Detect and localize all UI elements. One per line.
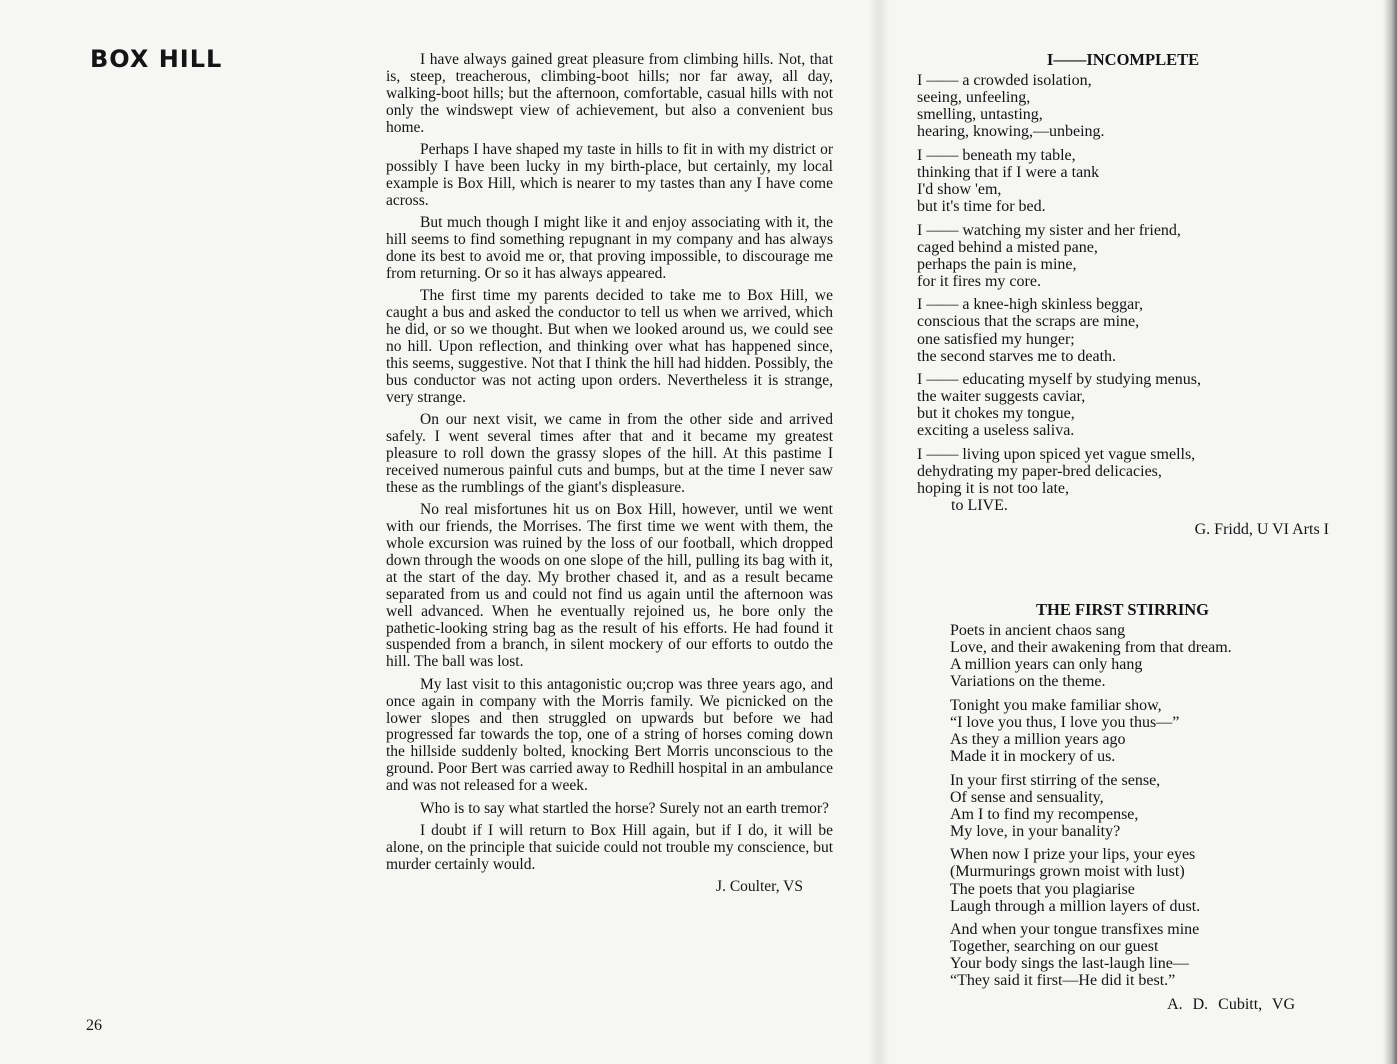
essay-paragraph: I have always gained great pleasure from climbing hills. Not, that is, steep, treacherous, climbing-boot hills; nor far away, all day, walking-boot hills; but the afternoon, comfortable, casual hills with not only the windswept view of achievement, but also a convenient bus home. [386,51,833,136]
poem-signature: G. Fridd, U VI Arts I [1194,520,1329,538]
poem-line: As they a million years ago [950,731,1126,749]
essay-paragraph: But much though I might like it and enjoy associating with it, the hill seems to find something repugnant in my company and has always done its best to avoid me or, that proving impossible, to discourage me from returning. Or so it has always appeared. [386,214,833,282]
poem-line: for it fires my core. [917,272,1041,290]
essay-paragraph: The first time my parents decided to take me to Box Hill, we caught a bus and asked the conductor to tell us when we arrived, which he did, or so we thought. But when we looked around us, we could see no hill. Upon reflection, and thinking over what has happened since, this seems, suggestive. Not that I think the hill had hidden. Possibly, the bus conductor was not acting upon orders. Nevertheless it is strange, very strange. [386,287,833,406]
poem-final-line: to LIVE. [951,497,1008,515]
poem-line: My love, in your banality? [950,822,1121,840]
poem-line: “I love you thus, I love you thus—” [950,713,1180,731]
essay-paragraph: No real misfortunes hit us on Box Hill, however, until we went with our friends, the Morrises. The first time we went with them, the whole excursion was ruined by the loss of our football, which dropped down through the woods on one slope of the hill, pulling its bag with it, at the start of the day. My brother chased it, and as a result became separated from us and could not find us again until the afternoon was well advanced. When he eventually rejoined us, he bore only the pathetic-looking string bag as the result of his efforts. He had found it suspended from a branch, in silent mockery of our efforts to outdo the hill. The ball was lost. [386,501,833,671]
poem-signature: A. D. Cubitt, VG [1167,995,1295,1013]
poem-line: hoping it is not too late, [917,480,1069,498]
poem-line: I'd show 'em, [917,181,1002,199]
poem-line: dehydrating my paper-bred delicacies, [917,463,1162,481]
poem-line: Laugh through a million layers of dust. [950,897,1201,915]
poem-line: I —— educating myself by studying menus, [917,371,1201,389]
poem-line: the waiter suggests caviar, [917,388,1086,406]
poem-line: And when your tongue transfixes mine [950,921,1200,939]
poem-stanza [917,296,1329,364]
poem-title: I——INCOMPLETE [1046,50,1200,69]
essay-signature: J. Coulter, VS [716,878,803,896]
poem-stanza [917,147,1329,215]
poem-line: Your body sings the last-laugh line— [950,955,1189,973]
poem-line: but it chokes my tongue, [917,405,1075,423]
poem-line: Of sense and sensuality, [950,788,1104,806]
poem-line: In your first stirring of the sense, [950,771,1161,789]
poem-line: Poets in ancient chaos sang [950,622,1126,640]
poem-stanza [917,446,1329,514]
poem-line: thinking that if I were a tank [917,163,1100,181]
page-number: 26 [86,1017,102,1034]
poem-line: (Murmurings grown moist with lust) [950,863,1185,881]
poem-line: Together, searching on our guest [950,938,1159,956]
poem-line: seeing, unfeeling, [917,89,1031,107]
poem-title: THE FIRST STIRRING [1035,600,1209,619]
poem-line: I —— a knee-high skinless beggar, [917,296,1143,314]
page-title: BOX HILL [90,45,223,73]
poem-stanza [950,846,1295,914]
poem-stanza [917,371,1329,439]
poem-line: I —— beneath my table, [917,146,1076,164]
poem-line: I —— living upon spiced yet vague smells, [917,445,1196,463]
poem-line: Made it in mockery of us. [950,748,1116,766]
poem-line: perhaps the pain is mine, [917,255,1077,273]
poem-stanza [950,772,1295,840]
poem-line: smelling, untasting, [917,106,1043,124]
essay-paragraph: On our next visit, we came in from the other side and arrived safely. I went several times after that and it became my greatest pleasure to roll down the grassy slopes of the hill. At this pastime I received numerous painful cuts and bumps, but at the time I never saw these as the rumblings of the giant's displeasure. [386,411,833,496]
poem-stanza [917,222,1329,290]
poem-line: A million years can only hang [950,656,1143,674]
poem-line: I —— watching my sister and her friend, [917,221,1181,239]
poem-line: Am I to find my recompense, [950,805,1139,823]
poem-stanza [917,72,1329,140]
essay-paragraph: My last visit to this antagonistic ou;crop was three years ago, and once again in company with the Morris family. We picnicked on the lower slopes and then struggled on upwards but before we had progressed far towards the top, one of a string of horses coming down the hillside suddenly bolted, knocking Bert Morris unconscious to the ground. Poor Bert was carried away to Redhill hospital in an ambulance and was not released for a week. [386,675,833,795]
poem-line: hearing, knowing,—unbeing. [917,123,1105,141]
page-edge-shadow [1383,0,1397,1064]
essay-paragraph: I doubt if I will return to Box Hill again, but if I do, it will be alone, on the principle that suicide could not trouble my conscience, but murder certainly would. [386,821,833,873]
poem-stanza [950,622,1295,690]
poem-stanza [950,697,1295,765]
poem-line: caged behind a misted pane, [917,238,1098,256]
poem-line: Tonight you make familiar show, [950,696,1162,714]
poem-line: Variations on the theme. [950,673,1106,691]
poem-line: When now I prize your lips, your eyes [950,846,1196,864]
poem-line: but it's time for bed. [917,198,1046,216]
poem-line: exciting a useless saliva. [917,422,1075,440]
essay-paragraph: Who is to say what startled the horse? Surely not an earth tremor? [420,799,829,817]
poem-line: Love, and their awakening from that dream. [950,639,1232,657]
poem-line: The poets that you plagiarise [950,880,1135,898]
poem-first-stirring [950,601,1295,1013]
poem-line: conscious that the scraps are mine, [917,313,1140,331]
poem-line: I —— a crowded isolation, [917,72,1092,90]
page-gutter-shadow [868,0,890,1064]
essay-paragraph: Perhaps I have shaped my taste in hills to fit in with my district or possibly I have been lucky in my birth-place, but certainly, my local example is Box Hill, which is nearer to my tastes than any I have come across. [386,141,833,209]
poem-line: one satisfied my hunger; [917,330,1075,348]
poem-line: “They said it first—He did it best.” [950,972,1176,990]
poem-incomplete [917,51,1329,538]
poem-stanza [950,921,1295,989]
essay-box-hill [386,52,833,902]
poem-line: the second starves me to death. [917,347,1117,365]
